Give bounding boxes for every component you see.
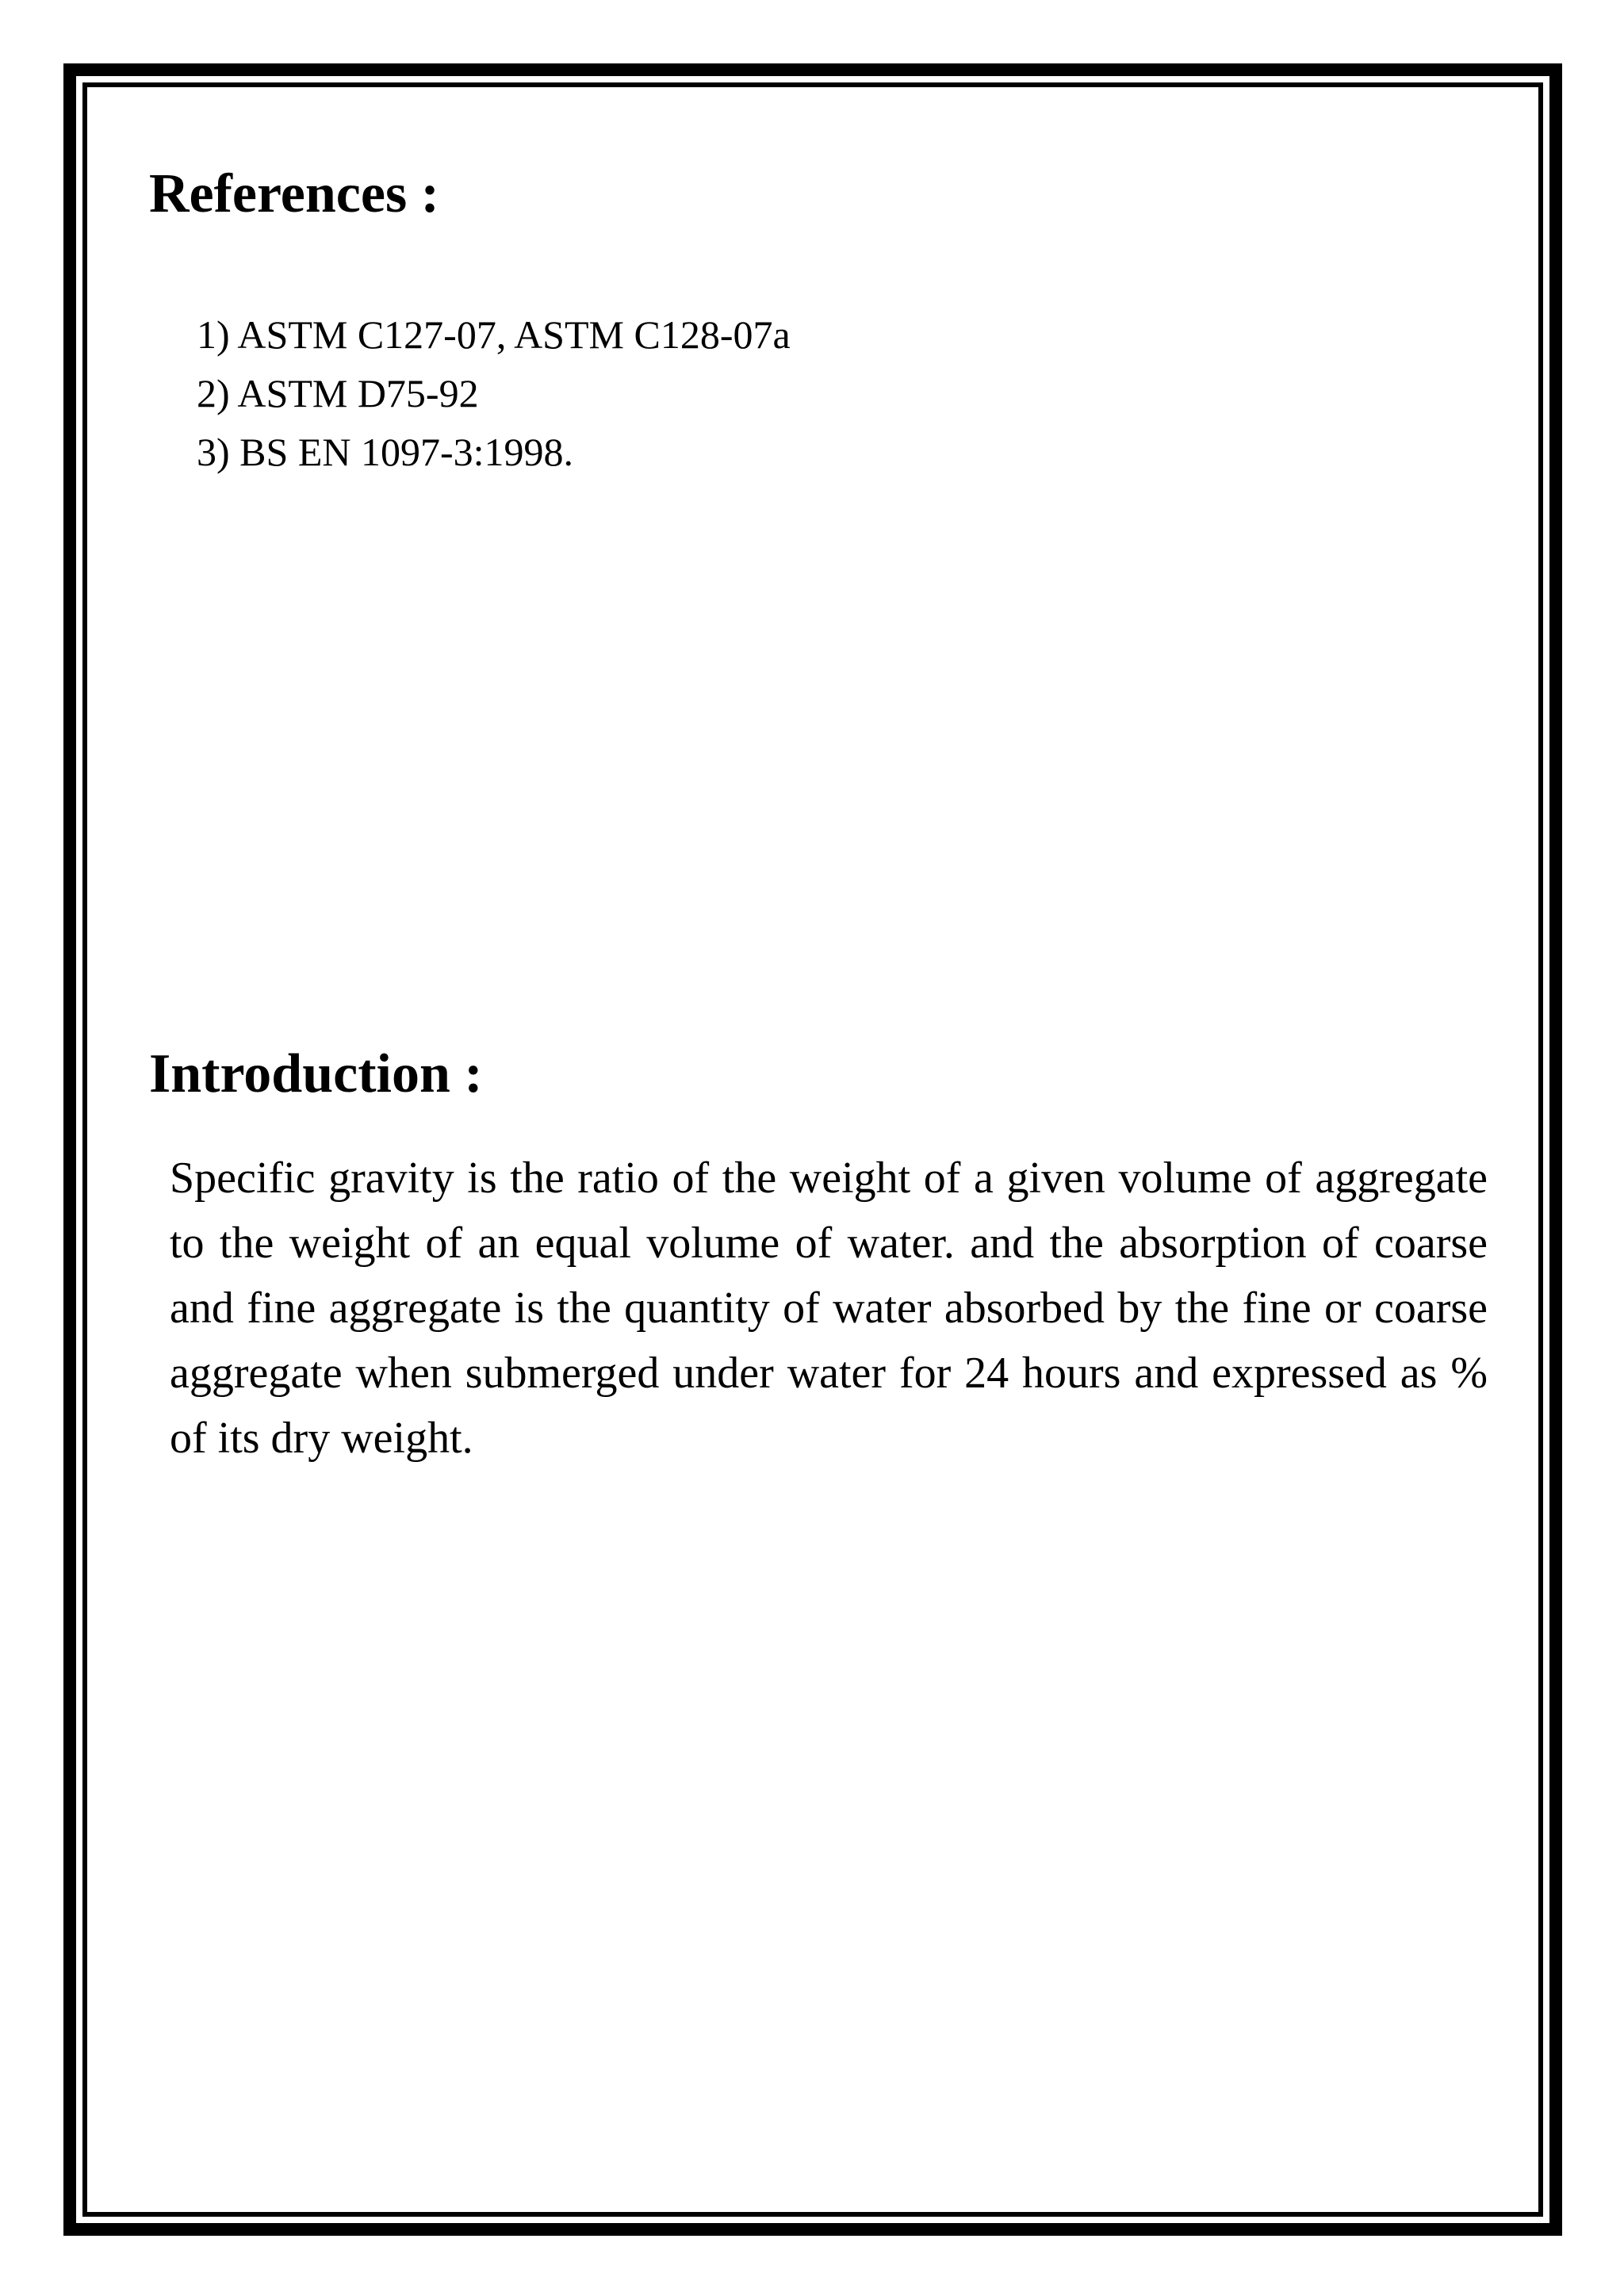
reference-number: 1) — [197, 312, 230, 357]
references-list — [197, 305, 791, 481]
reference-item — [197, 305, 791, 364]
reference-number: 3) — [197, 430, 230, 474]
introduction-heading: Introduction : — [149, 1043, 483, 1104]
reference-item — [197, 364, 791, 423]
reference-text: ASTM C127-07, ASTM C128-07a — [237, 312, 791, 357]
reference-text: ASTM D75-92 — [237, 371, 479, 415]
introduction-paragraph: Specific gravity is the ratio of the weight of a given volume of aggregate to the weight of an equal volume of water. and the absorption of coarse and fine aggregate is the quantity of water absorbed by the fine or coarse aggregate when submerged under water for 24 hours and expressed as % of its dry weight. — [170, 1154, 1488, 1463]
reference-number: 2) — [197, 371, 230, 415]
reference-item — [197, 423, 791, 481]
references-heading: References : — [149, 163, 439, 224]
reference-text: BS EN 1097-3:1998. — [239, 430, 574, 474]
